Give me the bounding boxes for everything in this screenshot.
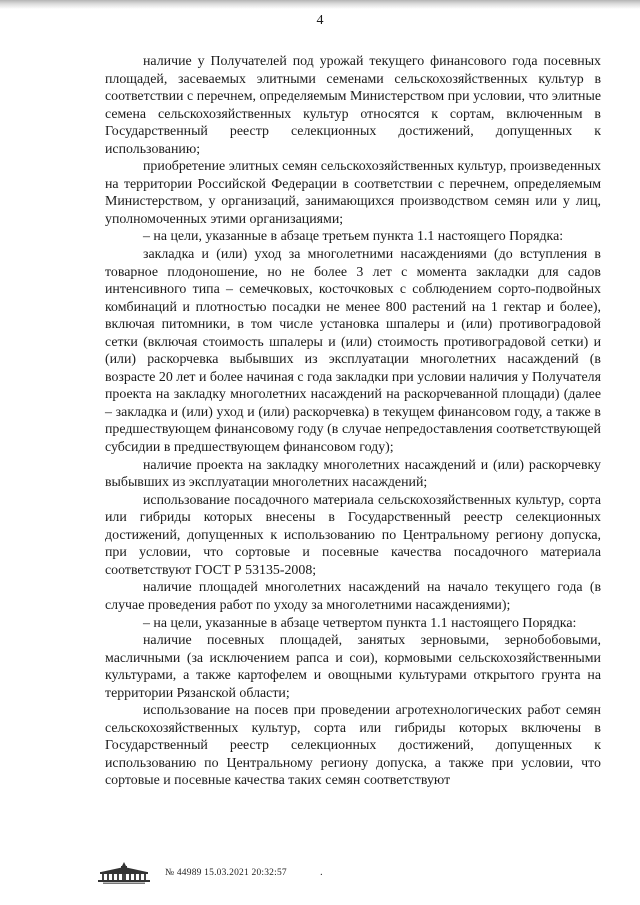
paragraph: наличие площадей многолетних насаждений на начало текущего года (в случае проведения работ по уходу за многолетними насаждениями);: [105, 580, 601, 613]
document-footer: [95, 861, 287, 885]
document-registration-stamp: № 44989 15.03.2021 20:32:57: [165, 868, 287, 878]
document-body: [105, 53, 601, 790]
page-number: 4: [316, 13, 324, 28]
paragraph: наличие проекта на закладку многолетних насаждений и (или) раскорчевку выбывших из эксплуатации многолетних насаждений;: [105, 457, 601, 491]
government-building-logo-icon: [95, 861, 153, 885]
scan-top-edge: [0, 0, 640, 9]
paragraph: использование посадочного материала сельскохозяйственных культур, сорта или гибриды которых внесены в Государственный реестр селекционных достижений, допущенных к использованию по Центральному региону допуска, при условии, что сортовые и посевные качества посадочного материала соответствуют ГОСТ Р 53135-2008;: [105, 492, 601, 578]
paragraph: использование на посев при проведении агротехнологических работ семян сельскохозяйственных культур, сорта или гибриды которых включены в Государственный реестр селекционных достижений, допущенных к использованию по Центральному региону допуска, а также при условии, что сортовые и посевные качества таких семян соответствуют: [105, 703, 601, 789]
paragraph: наличие у Получателей под урожай текущего финансового года посевных площадей, засеваемых элитными семенами сельскохозяйственных культур в соответствии с перечнем, определяемым Министерством при условии, что элитные семена сельскохозяйственных культур относятся к сортам, включенным в Государственный реестр селекционных достижений, допущенных к использованию;: [105, 54, 601, 157]
paragraph: закладка и (или) уход за многолетними насаждениями (до вступления в товарное плодоношение, но не более 3 лет с момента закладки для садов интенсивного типа – семечковых, косточковых с соблюдением сорто-подвойных комбинаций и плотностью посадки не менее 800 растений на 1 гектар и более), включая питомники, в том числе установка шпалеры и (или) противоградовой сетки (включая стоимость шпалеры и (или) стоимость противоградовой сетки) и (или) раскорчевка выбывших из эксплуатации многолетних насаждений (в возрасте 20 лет и более начиная с года закладки при условии наличия у Получателя проекта на закладку многолетних насаждений на раскорчеванной площади) (далее – закладка и (или) уход и (или) раскорчевка) в текущем финансовом году, а также в предшествующем финансовому году (в случае непредоставления соответствующей субсидии в предшествующем финансовом году);: [105, 247, 601, 456]
paragraph: – на цели, указанные в абзаце четвертом пункта 1.1 настоящего Порядка:: [143, 615, 577, 631]
scan-mark: .: [320, 866, 323, 878]
paragraph: приобретение элитных семян сельскохозяйственных культур, произведенных на территории Российской Федерации в соответствии с перечнем, определяемым Министерством, у организаций, занимающихся производством семян или у лиц, уполномоченных этими организациями;: [105, 159, 601, 227]
paragraph: наличие посевных площадей, занятых зерновыми, зернобобовыми, масличными (за исключением рапса и сои), кормовыми сельскохозяйственными культурами, а также картофелем и овощными культурами открытого грунта на территории Рязанской области;: [105, 633, 601, 701]
paragraph: – на цели, указанные в абзаце третьем пункта 1.1 настоящего Порядка:: [143, 229, 564, 245]
